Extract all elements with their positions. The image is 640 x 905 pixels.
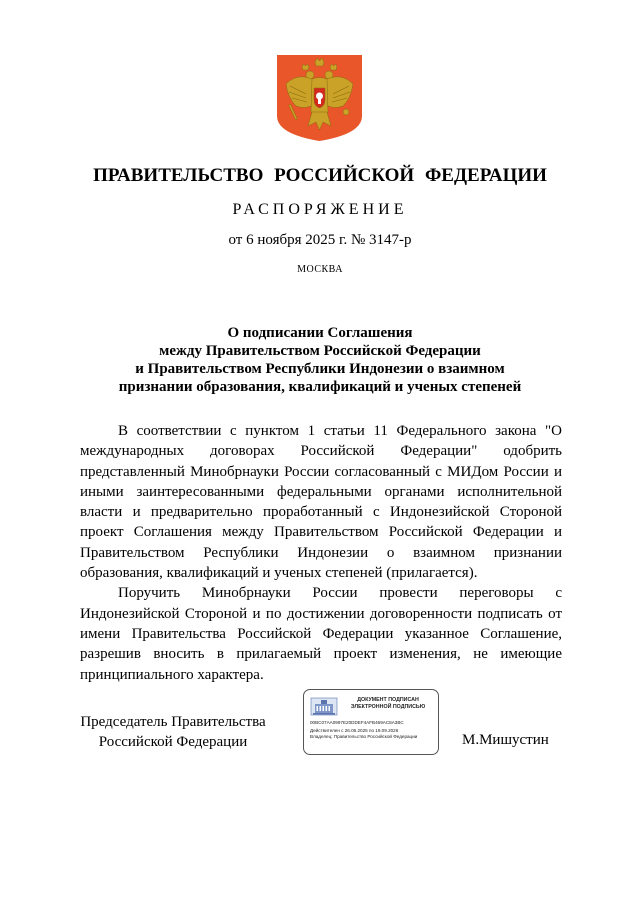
document-subject [80, 324, 560, 396]
document-city: МОСКВА [297, 264, 343, 275]
government-building-icon [310, 696, 338, 716]
stamp-certificate: 00BC07AA0997E20DDEF4AFB469AC8A3BC [310, 720, 404, 725]
stamp-title-line: ЭЛЕКТРОННОЙ ПОДПИСЬЮ [350, 704, 426, 710]
body-paragraph: Поручить Минобрнауки России провести переговоры с Индонезийской Стороной и по достижении договоренности подписать от имени Правительства Российской Федерации указанное Соглашение, разрешив вносить в прилагаемый проект изменения, не имеющие принципиального характера. [80, 585, 562, 683]
document-type: РАСПОРЯЖЕНИЕ [232, 201, 408, 218]
signer-title [78, 712, 268, 752]
signer-name: М.Мишустин [462, 732, 549, 748]
signer-title-line: Российской Федерации [98, 734, 248, 750]
document-body [80, 421, 562, 685]
subject-line: признании образования, квалификаций и ученых степеней [118, 379, 522, 395]
body-paragraph: В соответствии с пунктом 1 статьи 11 Федерального закона "О международных договорах Российской Федерации" одобрить представленный Минобрнауки России согласованный с МИДом России и иными заинтересованными федеральными органами исполнительной власти и предварительно проработанный с Индонезийской Стороной проект Соглашения между Правительством Российской Федерации и Правительством Республики Индонезии о взаимном признании образования, квалификаций и ученых степеней (прилагается). [80, 423, 562, 582]
subject-line: между Правительством Российской Федерации [159, 343, 481, 359]
stamp-validity: Действителен с 26.06.2025 по 19.09.2026 [310, 728, 399, 733]
stamp-owner: Владелец: Правительство Российской Федерации [310, 734, 418, 739]
coat-of-arms-emblem [276, 54, 363, 142]
stamp-title-line: ДОКУМЕНТ ПОДПИСАН [357, 697, 419, 703]
subject-line: и Правительством Республики Индонезии о взаимном [135, 361, 505, 377]
signer-title-line: Председатель Правительства [80, 714, 266, 730]
stamp-title [340, 697, 436, 711]
organization-name: ПРАВИТЕЛЬСТВО РОССИЙСКОЙ ФЕДЕРАЦИИ [93, 165, 547, 186]
electronic-signature-stamp [303, 689, 439, 755]
subject-line: О подписании Соглашения [227, 325, 413, 341]
document-date-number: от 6 ноября 2025 г. № 3147-р [228, 232, 412, 248]
